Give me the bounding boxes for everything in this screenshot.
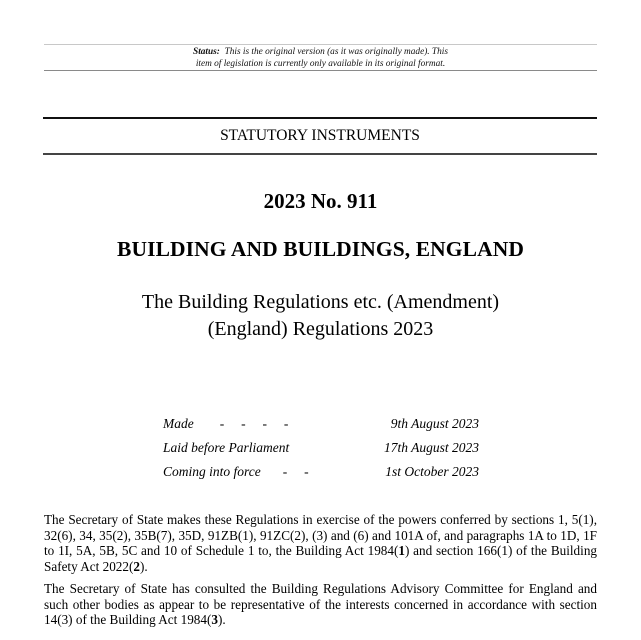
- preamble-text: ).: [139, 559, 148, 575]
- date-label: [163, 462, 309, 482]
- date-value: 17th August 2023: [383, 440, 479, 455]
- status-text-2: item of legislation is currently only available in its original format.: [195, 59, 446, 69]
- date-label-text: Made: [163, 416, 194, 431]
- footnote-ref-3[interactable]: 3: [211, 612, 218, 628]
- leader-dashes: - -: [282, 464, 309, 479]
- date-row-laid: [163, 438, 479, 462]
- instrument-number: 2023 No. 911: [263, 189, 378, 213]
- dates-table: [163, 414, 479, 486]
- title-line-1: The Building Regulations etc. (Amendment): [141, 291, 500, 313]
- subject-heading: BUILDING AND BUILDINGS, ENGLAND: [117, 237, 524, 261]
- preamble-text: The Secretary of State has consulted the Building Regulations Advisory Committee for England and such other bodies as appear to be representative of the interests concerned in accordance with section 14(3) of the Building Act 1984(: [44, 581, 597, 628]
- preamble-text: ) and section 166(1) of the Building Safety Act 2022(: [44, 543, 598, 575]
- footnote-ref-2[interactable]: 2: [133, 559, 140, 575]
- preamble-paragraph-2: [44, 581, 597, 628]
- series-heading: STATUTORY INSTRUMENTS: [43, 117, 597, 155]
- status-label: Status:: [193, 47, 220, 57]
- preamble-text: The Secretary of State makes these Regulations in exercise of the powers conferred by sections 1, 5(1), 32(6), 34, 35(2), 35B(7), 35D, 91ZB(1), 91ZC(2), (3) and (6) and 101A of, and paragraphs 1A to 1D, 1F to 1I, 5A, 5B, 5C and 10 of Schedule 1 to, the Building Act 1984(: [44, 512, 597, 559]
- date-row-made: [163, 414, 479, 438]
- date-label-text: Laid before Parliament: [163, 440, 290, 455]
- date-value: 9th August 2023: [390, 416, 479, 431]
- status-notice: [44, 44, 597, 71]
- status-text-1: This is the original version (as it was originally made). This: [224, 47, 448, 57]
- status-line-1: [44, 46, 597, 58]
- date-label: [163, 414, 288, 434]
- instrument-title: [0, 289, 641, 343]
- date-label: [163, 438, 289, 458]
- footnote-ref-1[interactable]: 1: [398, 543, 405, 559]
- title-line-2: (England) Regulations 2023: [207, 318, 434, 340]
- date-value: 1st October 2023: [385, 464, 479, 479]
- leader-dashes: - - - -: [219, 416, 289, 431]
- date-row-force: [163, 462, 479, 486]
- preamble-paragraph-1: [44, 512, 597, 575]
- date-label-text: Coming into force: [163, 464, 261, 479]
- preamble-text: ).: [217, 612, 226, 628]
